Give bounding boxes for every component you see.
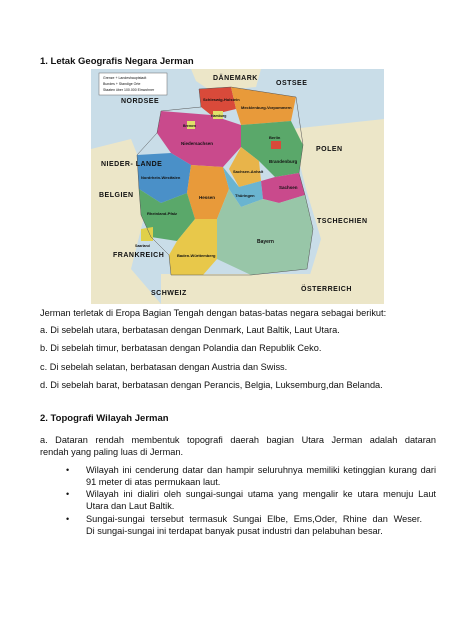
border-east: b. Di sebelah timur, berbatasan dengan Polandia dan Republik Ceko. — [40, 343, 322, 353]
label-ostsee: OSTSEE — [276, 80, 308, 87]
germany-map-svg — [91, 69, 384, 304]
south-land — [161, 274, 321, 304]
label-polen: POLEN — [316, 146, 343, 153]
bullet-1-dot: • — [66, 465, 70, 475]
label-berlin: Berlin — [269, 135, 281, 140]
label-hamburg: Hamburg — [211, 114, 227, 118]
label-nrw: Nordrhein-Westfalen — [141, 175, 181, 180]
bullet-3-line-1: Sungai-sungai tersebut termasuk Sungai Elbe, Ems,Oder, Rhine dan Weser. — [86, 514, 422, 524]
section-1-intro: Jerman terletak di Eropa Bagian Tengah dengan batas-batas negara sebagai berikut: — [40, 308, 387, 318]
bullet-2-line-1: Wilayah ini dialiri oleh sungai-sungai utama yang mengalir ke utara menuju Laut — [86, 489, 436, 499]
bullet-3-dot: • — [66, 514, 70, 524]
label-thueringen: Thüringen — [235, 193, 255, 198]
bullet-1-line-1: Wilayah ini cenderung datar dan hampir seluruhnya memiliki ketinggian kurang dari — [86, 465, 436, 475]
label-frankreich: FRANKREICH — [113, 252, 165, 259]
label-schleswig: Schleswig-Holstein — [203, 97, 240, 102]
state-berlin — [271, 141, 281, 149]
label-sachsen-anhalt: Sachsen-Anhalt — [233, 169, 264, 174]
label-tschechien: TSCHECHIEN — [317, 218, 368, 225]
label-mv: Mecklenburg-Vorpommern — [241, 105, 292, 110]
section-2-para-line-1: a. Dataran rendah membentuk topografi daerah bagian Utara Jerman adalah dataran — [40, 435, 436, 445]
label-niederlande: NIEDER- LANDE — [101, 161, 163, 168]
bullet-1-line-2: 91 meter di atas permukaan laut. — [86, 477, 221, 487]
label-hessen: Hessen — [199, 195, 216, 200]
label-sachsen: Sachsen — [279, 185, 298, 190]
label-denmark: DÄNEMARK — [213, 75, 258, 82]
label-rlp: Rheinland-Pfalz — [147, 211, 178, 216]
bullet-3-line-2: Di sungai-sungai ini terdapat banyak pusat industri dan pelabuhan besar. — [86, 526, 383, 536]
label-niedersachsen: Niedersachsen — [181, 141, 214, 146]
bullet-2-dot: • — [66, 489, 70, 499]
label-belgien: BELGIEN — [99, 192, 134, 199]
section-2-heading: 2. Topografi Wilayah Jerman — [40, 413, 169, 424]
germany-map — [91, 69, 384, 304]
label-bayern: Bayern — [257, 239, 274, 245]
label-bw: Baden-Württemberg — [177, 253, 216, 258]
border-north: a. Di sebelah utara, berbatasan dengan Denmark, Laut Baltik, Laut Utara. — [40, 325, 340, 335]
label-brandenburg: Brandenburg — [269, 159, 298, 164]
label-saarland: Saarland — [135, 244, 150, 248]
border-south: c. Di sebelah selatan, berbatasan dengan Austria dan Swiss. — [40, 362, 288, 372]
legend-item-3: Staaten über 100.000 Einwohner — [103, 88, 155, 92]
border-west: d. Di sebelah barat, berbatasan dengan Perancis, Belgia, Luksemburg,dan Belanda. — [40, 380, 383, 390]
legend-item-2: Bundes + Standige Orte — [103, 82, 141, 86]
label-nordsee: NORDSEE — [121, 98, 160, 105]
bullet-2-line-2: Utara dan Laut Baltik. — [86, 501, 175, 511]
legend-item-1: Grenze + Landeshauptstadt — [103, 76, 147, 80]
state-saarland — [141, 227, 153, 241]
section-2-para-line-2: rendah yang paling luas di Jerman. — [40, 447, 184, 457]
section-1-heading: 1. Letak Geografis Negara Jerman — [40, 56, 194, 67]
label-osterreich: ÖSTERREICH — [301, 286, 352, 293]
label-bremen: Bremen — [183, 124, 197, 128]
state-bayern — [217, 189, 313, 275]
label-schweiz: SCHWEIZ — [151, 290, 187, 297]
